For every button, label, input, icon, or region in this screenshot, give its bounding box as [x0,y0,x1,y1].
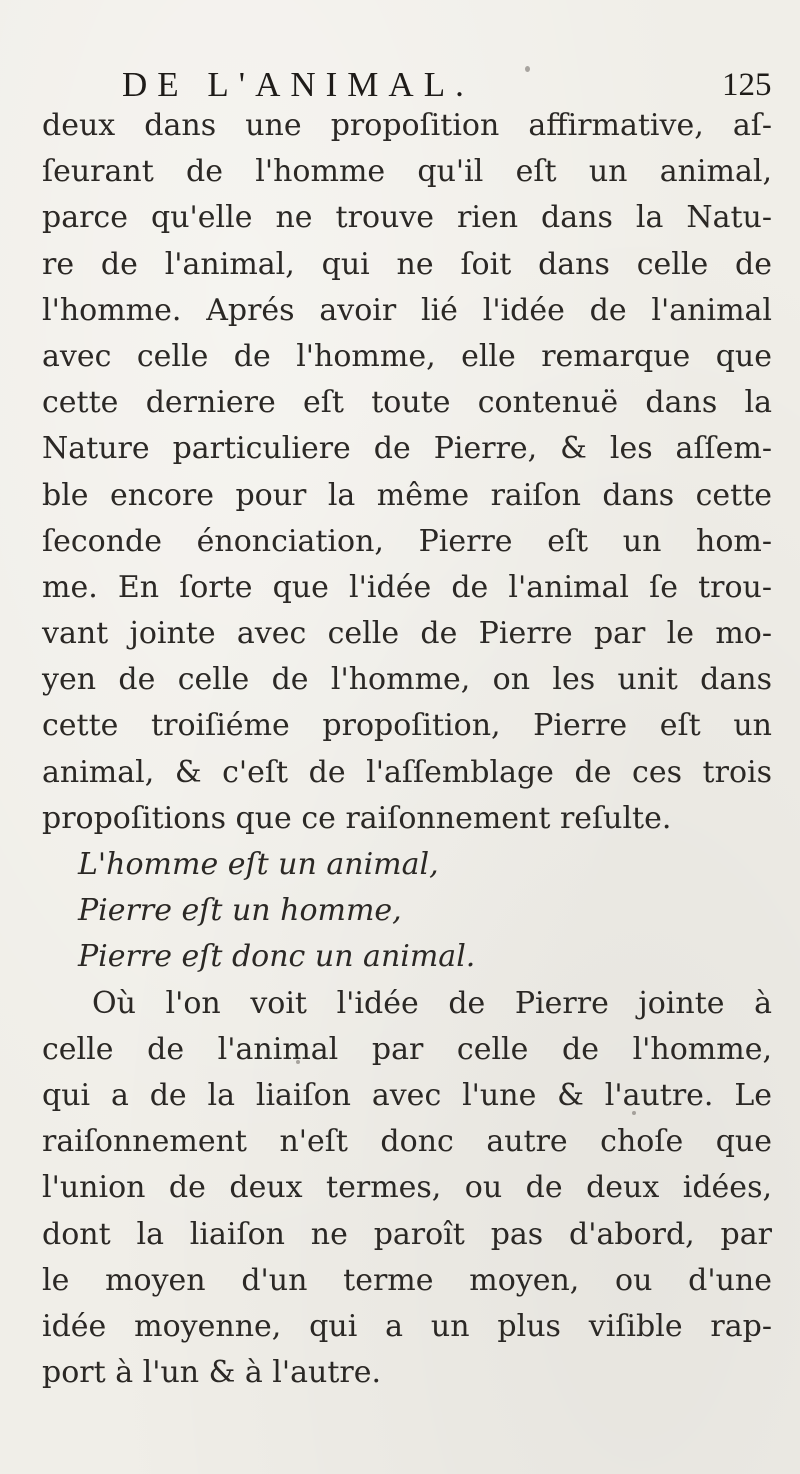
text-line: yen de celle de l'homme, on les unit dans [42,662,772,698]
text-line: ſeconde énonciation, Pierre eſt un hom- [42,523,772,559]
text-line: le moyen d'un terme moyen, ou d'une [42,1262,772,1298]
text-line: l'union de deux termes, ou de deux idées, [42,1170,772,1206]
body-text [42,103,772,1396]
text-line: port à l'un & à l'autre. [42,1355,382,1391]
text-line: vant jointe avec celle de Pierre par le mo- [42,616,772,652]
text-line: qui a de la liaiſon avec l'une & l'autre. Le [42,1077,772,1113]
text-line: celle de l'animal par celle de l'homme, [42,1031,772,1067]
text-line: dont la liaiſon ne paroît pas d'abord, par [42,1216,772,1252]
text-line: parce qu'elle ne trouve rien dans la Natu- [42,200,772,236]
syllogism-conclusion: Pierre eſt donc un animal. [78,939,476,975]
paragraph-first-line: Où l'on voit l'idée de Pierre jointe à [92,985,772,1021]
syllogism-major-premise: L'homme eſt un animal, [78,847,439,882]
text-line: re de l'animal, qui ne ſoit dans celle de [42,246,772,282]
text-line: animal, & c'eſt de l'aſſemblage de ces trois [42,754,772,790]
text-line: cette derniere eſt toute contenuë dans la [42,385,772,421]
syllogism-minor-premise: Pierre eſt un homme, [78,893,402,929]
text-line: Nature particuliere de Pierre, & les aſſem- [42,431,772,467]
text-line: ble encore pour la même raiſon dans cette [42,477,772,513]
text-line: propoſitions que ce raiſonnement reſulte. [42,800,672,836]
page-number: 125 [722,67,772,103]
text-line: cette troiſiéme propoſition, Pierre eſt un [42,708,772,744]
running-head-title: DE L'ANIMAL. [122,65,474,104]
text-line: raiſonnement n'eſt donc autre choſe que [42,1124,772,1160]
text-line: avec celle de l'homme, elle remarque que [42,338,772,374]
text-line: me. En ſorte que l'idée de l'animal ſe trou- [42,569,772,605]
text-line: l'homme. Aprés avoir lié l'idée de l'animal [42,292,772,328]
text-line: idée moyenne, qui a un plus viſible rap- [42,1308,772,1344]
text-line: ſeurant de l'homme qu'il eſt un animal, [42,154,772,190]
text-line: deux dans une propoſition affirmative, aſ- [42,108,772,143]
